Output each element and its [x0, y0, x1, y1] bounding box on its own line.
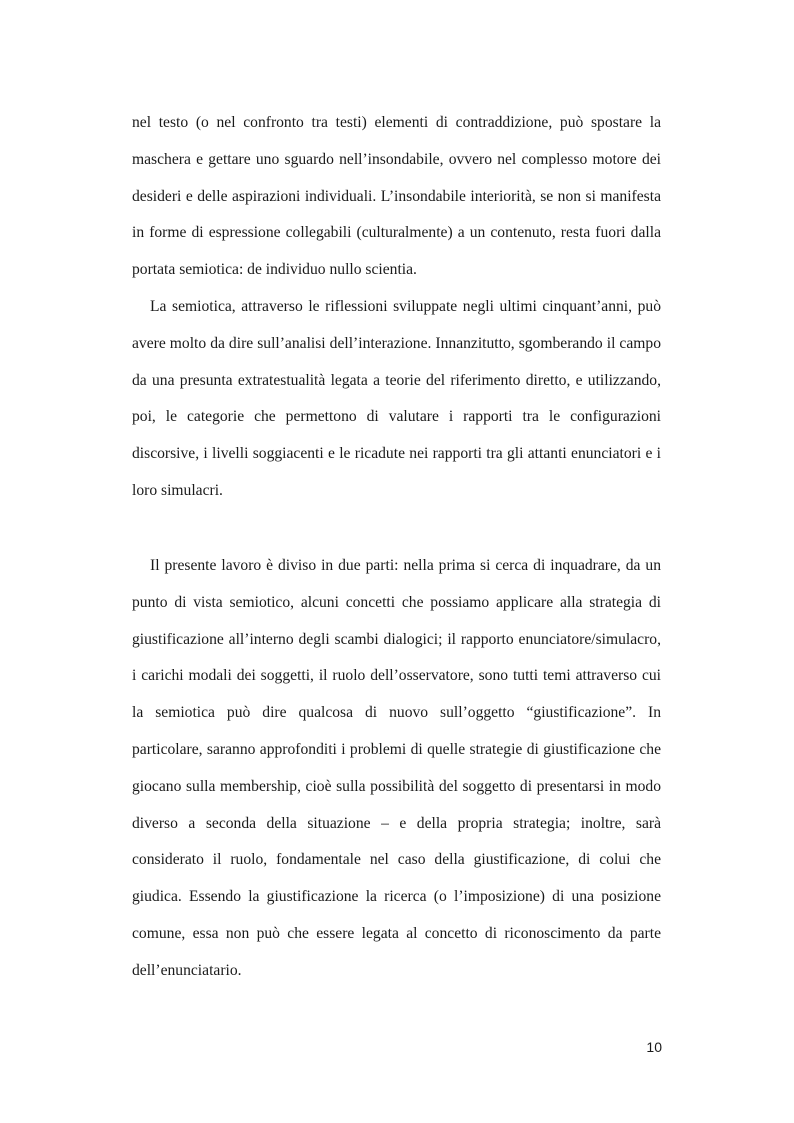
body-paragraph: Il presente lavoro è diviso in due parti: nella prima si cerca di inquadrare, da un punto di vista semiotico, alcuni concetti che possiamo applicare alla strategia di giustificazione all’interno degli scambi dialogici; il rapporto enunciatore/simulacro, i carichi modali dei soggetti, il ruolo dell’osservatore, sono tutti temi attraverso cui la semiotica può dire qualcosa di nuovo sull’oggetto “giustificazione”. In particolare, saranno approfonditi i problemi di quelle strategie di giustificazione che giocano sulla membership, cioè sulla possibilità del soggetto di presentarsi in modo diverso a seconda della situazione – e della propria strategia; inoltre, sarà considerato il ruolo, fondamentale nel caso della giustificazione, di colui che giudica. Essendo la giustificazione la ricerca (o l’imposizione) di una posizione comune, essa non può che essere legata al concetto di riconoscimento da parte dell’enunciatario. — [132, 557, 661, 979]
text-section-2 — [132, 548, 661, 990]
body-paragraph: nel testo (o nel confronto tra testi) elementi di contraddizione, può spostare la maschera e gettare uno sguardo nell’insondabile, ovvero nel complesso motore dei desideri e delle aspirazioni individuali. L’insondabile interiorità, se non si manifesta in forme di espressione collegabili (culturalmente) a un contenuto, resta fuori dalla portata semiotica: de individuo nullo scientia. — [132, 114, 661, 279]
text-section-1 — [132, 105, 661, 510]
body-paragraph: La semiotica, attraverso le riflessioni sviluppate negli ultimi cinquant’anni, può avere molto da dire sull’analisi dell’interazione. Innanzitutto, sgomberando il campo da una presunta extratestualità legata a teorie del riferimento diretto, e utilizzando, poi, le categorie che permettono di valutare i rapporti tra le configurazioni discorsive, i livelli soggiacenti e le ricadute nei rapporti tra gli attanti enunciatori e i loro simulacri. — [132, 297, 661, 499]
page-number: 10 — [646, 1039, 662, 1055]
